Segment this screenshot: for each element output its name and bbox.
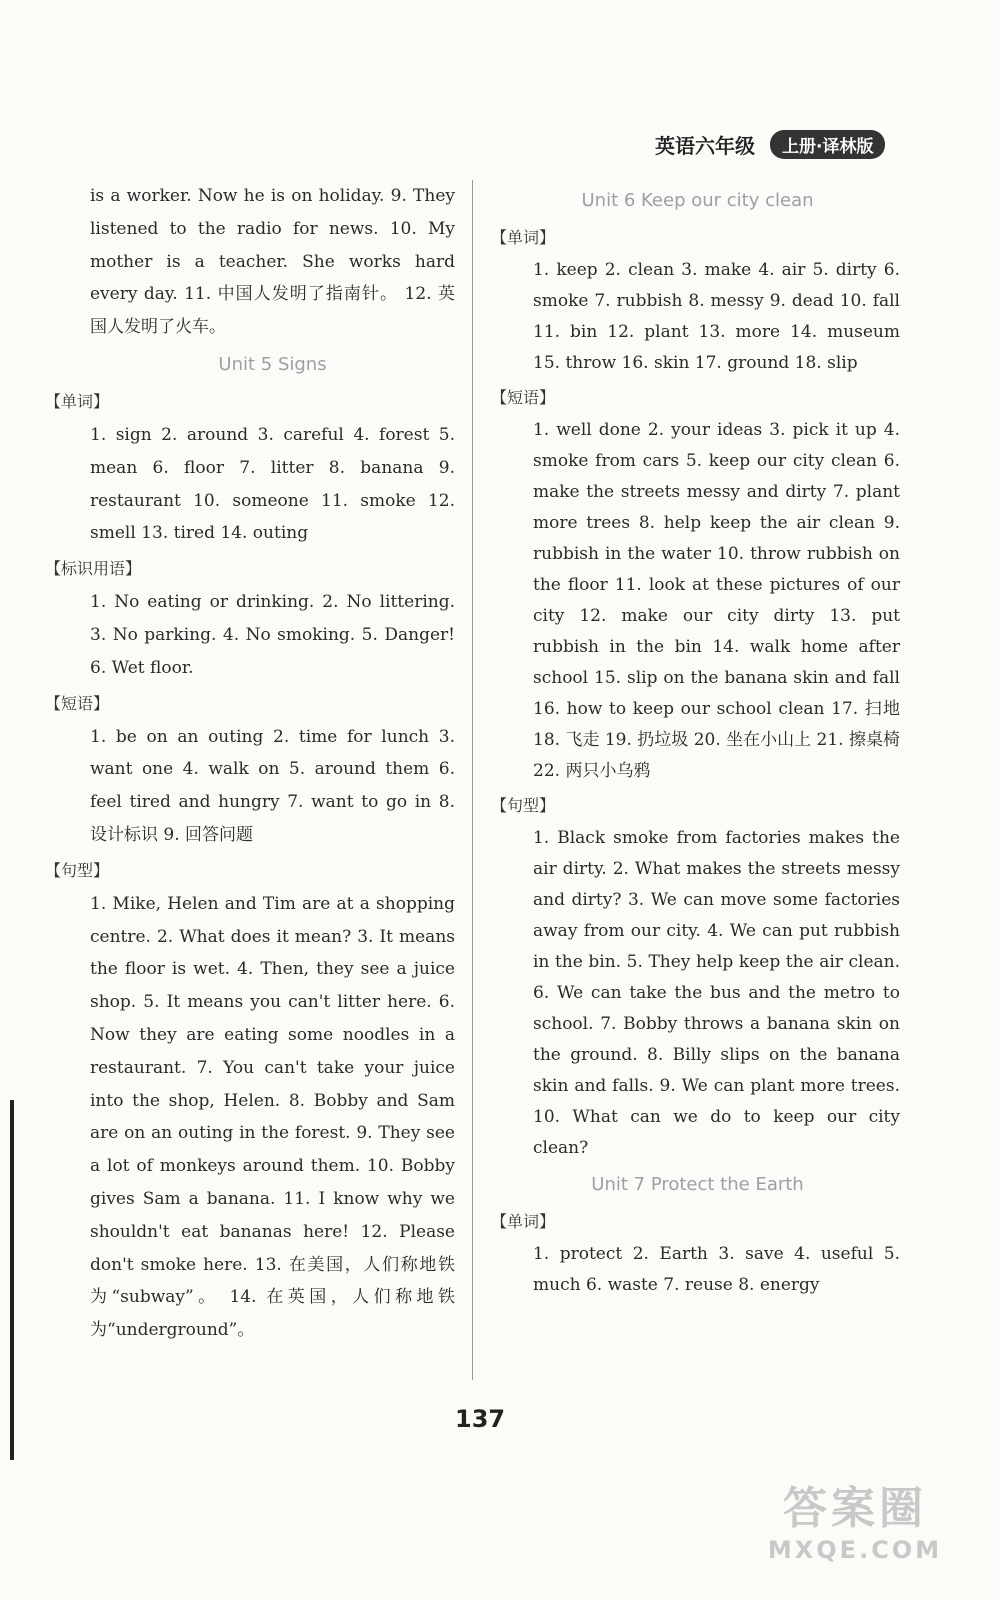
section-label: 【单词】 bbox=[491, 228, 556, 247]
unit-7-title: Unit 7 Protect the Earth bbox=[591, 1174, 804, 1195]
unit-6-phrases-section bbox=[491, 383, 900, 787]
left-column bbox=[45, 180, 455, 1351]
right-column bbox=[491, 180, 900, 1305]
unit-6-vocab-section bbox=[491, 223, 900, 379]
page-number: 137 bbox=[455, 1405, 506, 1433]
section-label: 【句型】 bbox=[491, 796, 556, 815]
watermark-logo: 答案圈 bbox=[783, 1483, 927, 1534]
unit-7-vocab-section bbox=[491, 1207, 900, 1301]
unit-6-title: Unit 6 Keep our city clean bbox=[581, 190, 814, 211]
unit-5-phrases-section bbox=[45, 689, 455, 852]
section-items: 1. be on an outing 2. time for lunch 3. want one 4. walk on 5. around them 6. feel tired and hungry 7. want to go in 8. 设计标识 9. 回答问题 bbox=[90, 726, 455, 845]
section-items: 1. No eating or drinking. 2. No littering. 3. No parking. 4. No smoking. 5. Danger! 6. Wet floor. bbox=[90, 592, 455, 678]
section-label: 【单词】 bbox=[45, 391, 110, 411]
unit-5-vocab-section bbox=[45, 387, 455, 550]
watermark bbox=[735, 1472, 975, 1582]
section-items: 1. protect 2. Earth 3. save 4. useful 5. much 6. waste 7. reuse 8. energy bbox=[533, 1244, 900, 1295]
unit-5-title: Unit 5 Signs bbox=[218, 353, 327, 375]
section-items: 1. keep 2. clean 3. make 4. air 5. dirty 6. smoke 7. rubbish 8. messy 9. dead 10. fall 11. bin 12. plant 13. more 14. museum 15. throw 16. skin 17. ground 18. slip bbox=[533, 260, 900, 373]
edition-badge: 上册·译林版 bbox=[770, 130, 885, 159]
section-items: 1. Mike, Helen and Tim are at a shopping centre. 2. What does it mean? 3. It means the floor is wet. 4. Then, they see a juice shop. 5. It means you can't litter here. 6. Now they are eating some noodles in a restaurant. 7. You can't take your juice into the shop, Helen. 8. Bobby and Sam are on an outing in the forest. 9. They see a lot of monkeys around them. 10. Bobby gives Sam a banana. 11. I know why we shouldn't eat bananas here! 12. Please don't smoke here. 13. 在美国，人们称地铁为“subway”。 14. 在英国，人们称地铁为“underground”。 bbox=[90, 893, 455, 1341]
section-label: 【句型】 bbox=[45, 860, 110, 880]
book-title: 英语六年级 bbox=[655, 134, 755, 158]
watermark-url: MXQE.COM bbox=[767, 1536, 943, 1564]
binding-edge bbox=[10, 1100, 14, 1460]
unit-5-signs-section bbox=[45, 554, 455, 684]
section-items: 1. well done 2. your ideas 3. pick it up 4. smoke from cars 5. keep our city clean 6. make the streets messy and dirty 7. plant more trees 8. help keep the air clean 9. rubbish in the water 10. throw rubbish on the floor 11. look at these pictures of our city 12. make our city dirty 13. put rubbish in the bin 14. walk home after school 15. slip on the banana skin and fall 16. how to keep our school clean 17. 扫地 18. 飞走 19. 扔垃圾 20. 坐在小山上 21. 擦桌椅 22. 两只小乌鸦 bbox=[533, 420, 900, 781]
section-items: 1. sign 2. around 3. careful 4. forest 5. mean 6. floor 7. litter 8. banana 9. restaurant 10. someone 11. smoke 12. smell 13. tired 14. outing bbox=[90, 424, 455, 544]
intro-paragraph: is a worker. Now he is on holiday. 9. They listened to the radio for news. 10. My mother is a teacher. She works hard every day. 11. 中国人发明了指南针。 12. 英国人发明了火车。 bbox=[90, 186, 455, 338]
section-label: 【标识用语】 bbox=[45, 559, 142, 579]
unit-5-sentences-section bbox=[45, 856, 455, 1347]
section-label: 【单词】 bbox=[491, 1212, 556, 1231]
section-label: 【短语】 bbox=[491, 388, 556, 407]
section-items: 1. Black smoke from factories makes the air dirty. 2. What makes the streets messy and dirty? 3. We can move some factories away from our city. 4. We can put rubbish in the bin. 5. They help keep the air clean. 6. We can take the bus and the metro to school. 7. Bobby throws a banana skin on the ground. 8. Billy slips on the banana skin and falls. 9. We can plant more trees. 10. What can we do to keep our city clean? bbox=[533, 828, 900, 1158]
section-label: 【短语】 bbox=[45, 693, 110, 713]
column-divider bbox=[472, 180, 473, 1380]
unit-6-sentences-section bbox=[491, 791, 900, 1164]
